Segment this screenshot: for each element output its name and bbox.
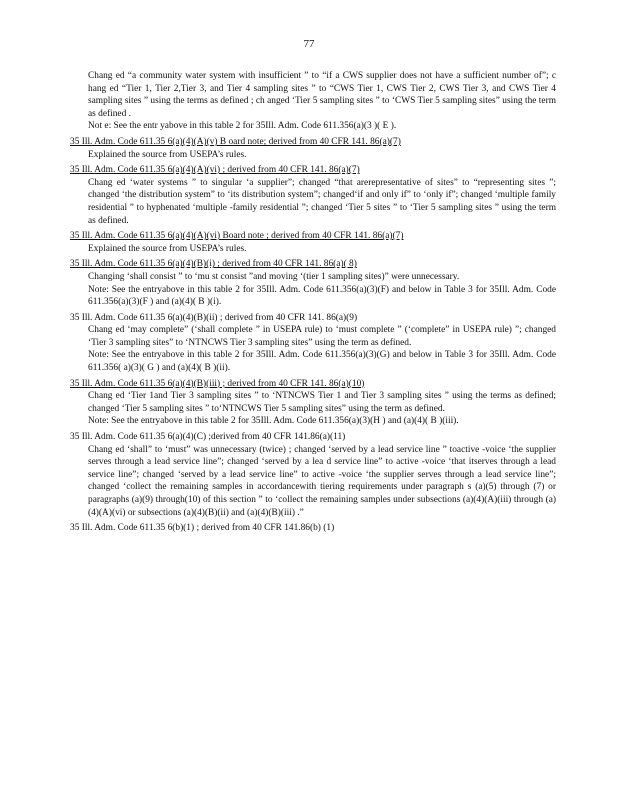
regulation-entry	[70, 230, 556, 255]
explanation-paragraph: Explained the source from USEPA’s rules.	[88, 243, 247, 254]
regulation-entry	[70, 378, 556, 428]
entry-citation: 35 Ill. Adm. Code 611.35 6(a)(4)(C) ;derived from 40 CFR 141.86(a)(11)	[70, 432, 346, 443]
document-body	[70, 70, 556, 538]
explanation-paragraph: Chang ed ‘shall” to ‘must” was unnecessary (twice) ; changed ‘served by a lead service line ” toactive -voice ‘the supplier serves through a lead service line”; changed ‘served by a lea d service line” to active -voice ‘that itserves through a lead service line”; changed ‘served by a lead service line” to active -voice ‘the supplier serves through a lead service line”; changed ‘collect the remaining samples in accordancewith tiering requirements under paragraph s (a)(5) through (7) or paragraphs (a)(9) through(10) of this section ” to ‘collect the remaining samples under subsections (a)(4)(A)(iii) through (a)(4)(A)(vi) or subsections (a)(4)(B)(ii) and (a)(4)(B)(iii) .”	[88, 444, 556, 518]
entry-explanation	[70, 149, 556, 162]
explanation-paragraph: Explained the source from USEPA’s rules.	[88, 149, 247, 160]
explanation-paragraph: Chang ed ‘water systems ” to singular ‘a supplier”; changed “that arerepresentative of sites” to “representing sites ”; changed ‘the distribution system” to ‘its distribution system”; changed‘if and only if” to ‘only if”; changed ‘multiple family residential ” to hyphenated ‘multiple -family residential ”; changed ‘Tier 5 sites ” to ‘Tier 5 sampling sites ” using the term as defined.	[88, 177, 556, 226]
intro-line: Chang ed “a community water system with insufficient ” to “if a CWS supplier does not have a sufficient number of”; c hang ed “Tier 1, Tier 2,Tier 3, and Tier 4 sampling sites ” to “CWS Tier 1, CWS Tier 2, CWS Tier 3, and CWS Tier 4 sampling sites ” using the terms as defined ; ch anged ‘Tier 5 sampling sites ” to ‘CWS Tier 5 sampling sites” using the term as defined .	[88, 71, 556, 119]
entry-explanation	[70, 177, 556, 227]
explanation-paragraph: Note: See the entryabove in this table 2 for 35Ill. Adm. Code 611.356(a)(3)(G) and below in Table 3 for 35Ill. Adm. Code 611.356( a)(3)( G ) and (a)(4)( B )(ii).	[88, 350, 556, 374]
explanation-paragraph: Chang ed ‘may complete” (‘shall complete ” in USEPA rule) to ‘must complete ” (‘complete” in USEPA rule) ”; changed ‘Tier 3 sampling sites” to ‘NTNCWS Tier 3 sampling sites” using the term as defined.	[88, 325, 556, 348]
entry-citation: 35 Ill. Adm. Code 611.35 6(a)(4)(A)(vi) Board note ; derived from 40 CFR 141. 86(a)(7)	[70, 231, 404, 242]
entry-citation: 35 Ill. Adm. Code 611.35 6(a)(4)(B)(iii) ; derived from 40 CFR 141. 86(a)(10)	[70, 378, 365, 389]
explanation-paragraph: Chang ed ‘Tier 1and Tier 3 sampling sites ” to ‘NTNCWS Tier 1 and Tier 3 sampling sites ” using the terms as defined; changed ‘Tier 5 sampling sites ” to‘NTNCWS Tier 5 sampling sites” using the term as defined.	[88, 391, 556, 414]
entry-citation: 35 Ill. Adm. Code 611.35 6(a)(4)(B)(i) ; derived from 40 CFR 141. 86(a)( 8)	[70, 259, 357, 270]
entry-citation: 35 Ill. Adm. Code 611.35 6(b)(1) ; derived from 40 CFR 141.86(b) (1)	[70, 523, 335, 534]
regulation-entry	[70, 312, 556, 375]
regulation-entry	[70, 522, 556, 535]
entry-explanation	[70, 324, 556, 374]
intro-note: Not e: See the entr yabove in this table 2 for 35Ill. Adm. Code 611.356(a)(3 )( E ).	[88, 121, 397, 132]
entry-explanation	[70, 271, 556, 309]
entry-citation: 35 Ill. Adm. Code 611.35 6(a)(4)(A)(vi) ; derived from 40 CFR 141. 86(a)(7)	[70, 165, 360, 176]
entry-explanation	[70, 390, 556, 428]
regulation-entry	[70, 136, 556, 161]
explanation-paragraph: Changing ‘shall consist ” to ‘mu st consist ”and moving ‘(tier 1 sampling sites)” were unnecessary.	[88, 271, 460, 282]
regulation-entry	[70, 431, 556, 519]
regulation-entry	[70, 164, 556, 227]
entry-citation: 35 Ill. Adm. Code 611.35 6(a)(4)(B)(ii) ; derived from 40 CFR 141. 86(a)(9)	[70, 312, 358, 323]
entry-list	[70, 136, 556, 535]
regulation-entry	[70, 258, 556, 308]
page-number: 77	[303, 38, 315, 50]
explanation-paragraph: Note: See the entryabove in this table 2 for 35Ill. Adm. Code 611.356(a)(3)(H ) and (a)(4)( B )(iii).	[88, 416, 459, 427]
entry-citation: 35 Ill. Adm. Code 611.35 6(a)(4)(A)(v) B oard note; derived from 40 CFR 141. 86(a)(7)	[70, 136, 401, 147]
intro-paragraph	[70, 70, 556, 133]
entry-explanation	[70, 444, 556, 520]
entry-explanation	[70, 243, 556, 256]
explanation-paragraph: Note: See the entryabove in this table 2 for 35Ill. Adm. Code 611.356(a)(3)(F) and below in Table 3 for 35Ill. Adm. Code 611.356(a)(3)(F ) and (a)(4)( B )(i).	[88, 284, 556, 308]
